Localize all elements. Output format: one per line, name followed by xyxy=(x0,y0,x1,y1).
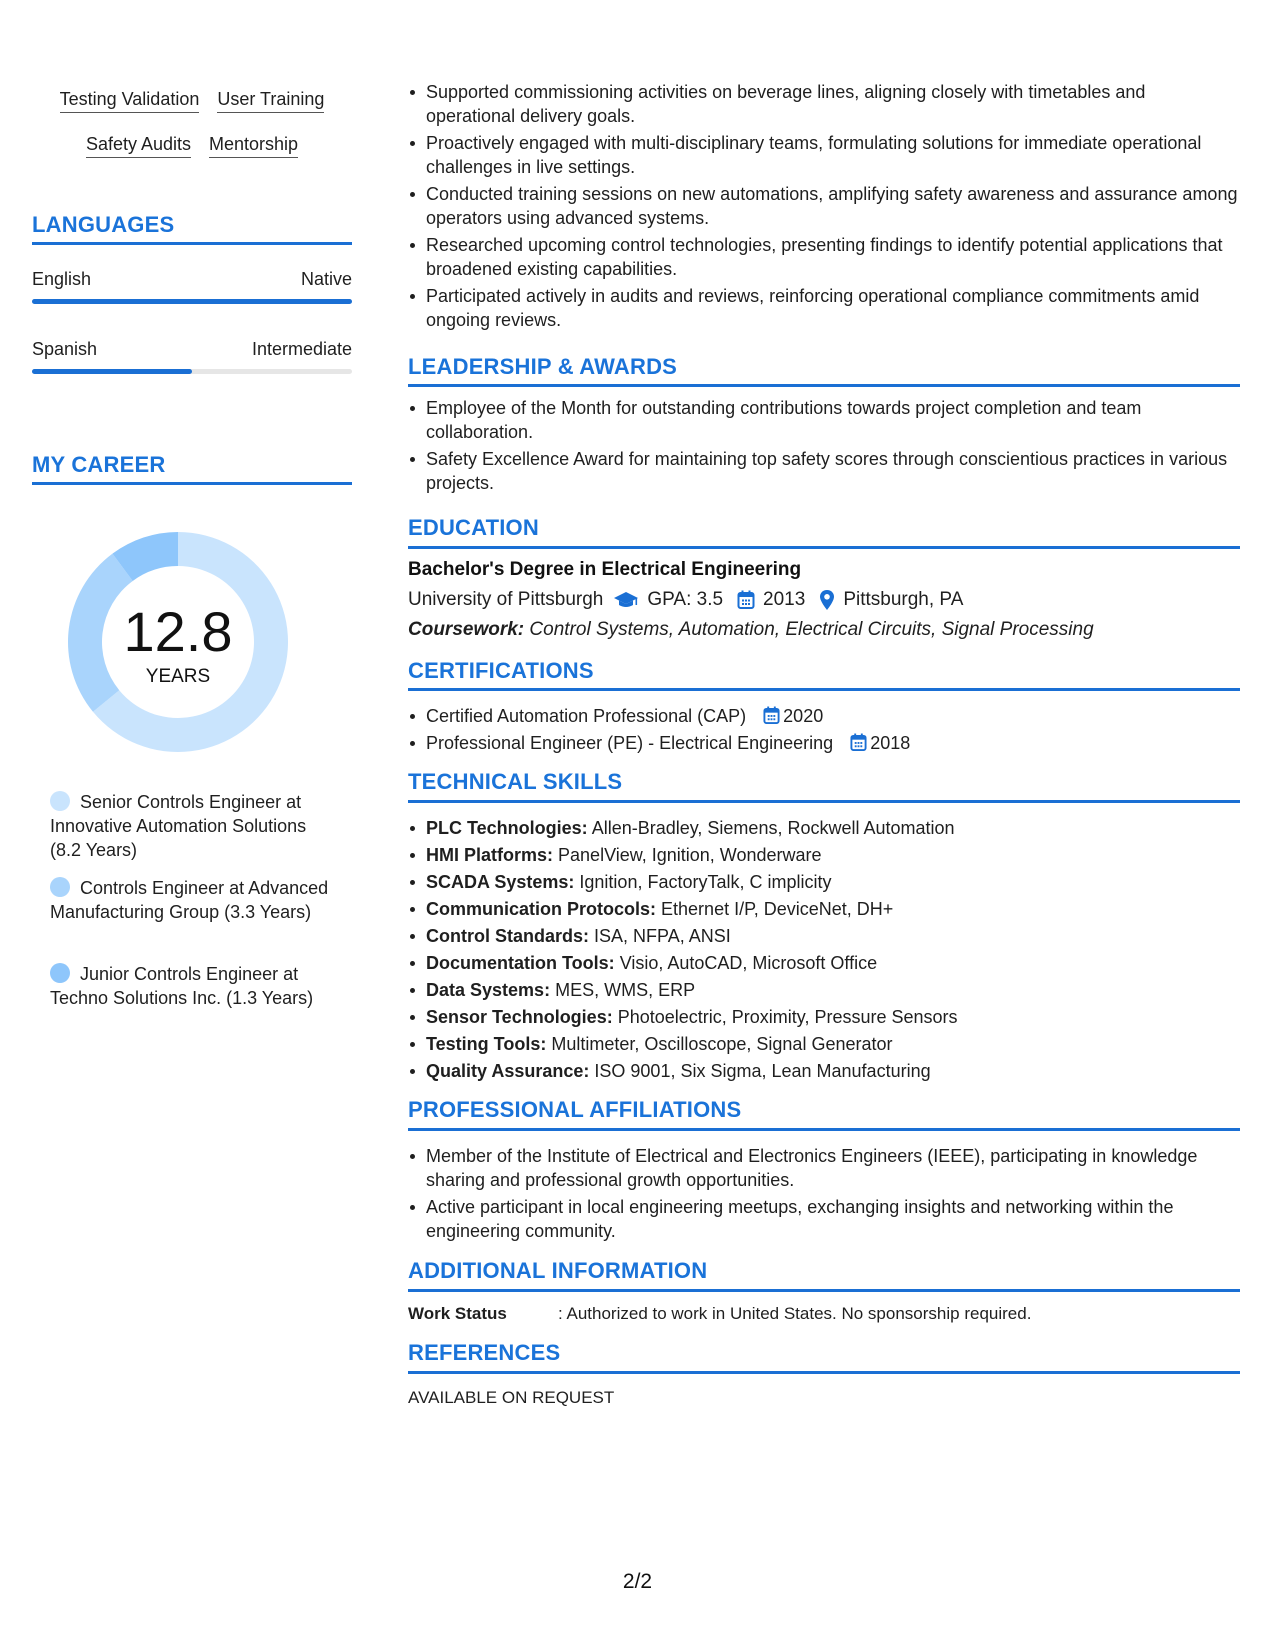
gpa: GPA: 3.5 xyxy=(647,589,724,610)
language-level: Native xyxy=(300,269,352,289)
skill-value: Allen-Bradley, Siemens, Rockwell Automation xyxy=(591,818,955,838)
education-meta xyxy=(408,588,963,612)
career-legend-item xyxy=(50,962,340,1010)
skill-value: MES, WMS, ERP xyxy=(555,980,696,1000)
language-proficiency-fill xyxy=(32,299,352,304)
list-item xyxy=(426,1032,1238,1056)
additional-info-heading: ADDITIONAL INFORMATION xyxy=(408,1258,708,1283)
skill-value: Photoelectric, Proximity, Pressure Sensors xyxy=(617,1007,958,1027)
section-divider xyxy=(408,1128,1240,1131)
skill-label: Sensor Technologies: xyxy=(426,1007,613,1027)
section-divider xyxy=(408,688,1240,691)
degree-title: Bachelor's Degree in Electrical Engineering xyxy=(408,559,802,580)
language-proficiency-fill xyxy=(32,369,192,374)
section-divider xyxy=(408,546,1240,549)
list-item: Participated actively in audits and reviews, reinforcing operational compliance commitments amid ongoing reviews. xyxy=(426,284,1238,332)
affiliations-heading: PROFESSIONAL AFFILIATIONS xyxy=(408,1097,742,1122)
affiliations-list xyxy=(408,1144,1238,1246)
calendar-icon xyxy=(737,590,755,610)
skill-label: SCADA Systems: xyxy=(426,872,575,892)
section-divider xyxy=(32,242,352,245)
skill-label: PLC Technologies: xyxy=(426,818,588,838)
certification-name: Professional Engineer (PE) - Electrical Engineering xyxy=(426,733,834,753)
graduation-cap-icon xyxy=(613,590,639,610)
skill-value: PanelView, Ignition, Wonderware xyxy=(558,845,822,865)
skill-tags-row-2 xyxy=(32,133,352,158)
calendar-icon xyxy=(763,706,780,725)
legend-dot xyxy=(50,877,70,897)
work-status-value: : Authorized to work in United States. No sponsorship required. xyxy=(558,1304,1032,1323)
list-item: Safety Excellence Award for maintaining top safety scores through conscientious practices in various projects. xyxy=(426,447,1238,495)
list-item xyxy=(426,978,1238,1002)
leadership-list xyxy=(408,396,1238,498)
section-divider xyxy=(408,800,1240,803)
list-item xyxy=(426,704,1238,728)
certification-year: 2020 xyxy=(783,706,824,726)
references-heading: REFERENCES xyxy=(408,1340,561,1365)
language-row-english xyxy=(32,268,352,290)
list-item xyxy=(426,731,1238,755)
career-role-text: Junior Controls Engineer at Techno Solutions Inc. (1.3 Years) xyxy=(50,964,314,1008)
calendar-icon xyxy=(850,733,867,752)
location-pin-icon xyxy=(819,589,835,611)
language-proficiency-bar xyxy=(32,369,352,374)
coursework-label: Coursework: xyxy=(408,619,525,640)
legend-dot xyxy=(50,791,70,811)
legend-dot xyxy=(50,963,70,983)
technical-skills-list xyxy=(408,816,1238,1086)
career-role-text: Controls Engineer at Advanced Manufacturing Group (3.3 Years) xyxy=(50,878,329,922)
skill-value: Multimeter, Oscilloscope, Signal Generator xyxy=(551,1034,893,1054)
education-heading: EDUCATION xyxy=(408,515,539,540)
list-item: Conducted training sessions on new automations, amplifying safety awareness and assurance among operators using advanced systems. xyxy=(426,184,1238,228)
skill-tag: Testing Validation xyxy=(60,88,200,113)
skill-tag: User Training xyxy=(217,88,324,113)
career-total-years: 12.8 xyxy=(123,600,233,663)
skill-label: Documentation Tools: xyxy=(426,953,615,973)
certifications-list xyxy=(408,704,1238,758)
career-role-text: Senior Controls Engineer at Innovative Automation Solutions (8.2 Years) xyxy=(50,792,307,860)
skill-tag: Mentorship xyxy=(209,133,298,158)
career-total-unit: YEARS xyxy=(145,666,211,687)
language-name: English xyxy=(32,269,92,289)
skill-label: Communication Protocols: xyxy=(426,899,657,919)
language-row-spanish xyxy=(32,338,352,360)
skill-value: ISO 9001, Six Sigma, Lean Manufacturing xyxy=(594,1061,931,1081)
skill-label: Data Systems: xyxy=(426,980,551,1000)
career-legend-item xyxy=(50,790,340,862)
skill-tag: Safety Audits xyxy=(86,133,191,158)
skill-tags-row-1 xyxy=(32,88,352,113)
graduation-year: 2013 xyxy=(763,589,806,610)
list-item xyxy=(426,951,1238,975)
coursework-value: Control Systems, Automation, Electrical Circuits, Signal Processing xyxy=(529,619,1094,640)
list-item xyxy=(426,924,1238,948)
skill-label: Testing Tools: xyxy=(426,1034,547,1054)
leadership-heading: LEADERSHIP & AWARDS xyxy=(408,354,678,379)
career-donut-chart xyxy=(66,530,290,754)
list-item xyxy=(426,897,1238,921)
section-divider xyxy=(32,482,352,485)
section-divider xyxy=(408,1371,1240,1374)
coursework xyxy=(408,618,1094,642)
skill-value: ISA, NFPA, ANSI xyxy=(594,926,731,946)
technical-skills-heading: TECHNICAL SKILLS xyxy=(408,769,623,794)
certification-name: Certified Automation Professional (CAP) xyxy=(426,706,747,726)
career-heading: MY CAREER xyxy=(32,452,166,477)
list-item xyxy=(426,1005,1238,1029)
page-number: 2/2 xyxy=(622,1570,653,1593)
skill-value: Ignition, FactoryTalk, C implicity xyxy=(579,872,832,892)
references-text: AVAILABLE ON REQUEST xyxy=(408,1388,615,1407)
skill-label: HMI Platforms: xyxy=(426,845,554,865)
skill-label: Control Standards: xyxy=(426,926,590,946)
list-item: Employee of the Month for outstanding contributions towards project completion and team collaboration. xyxy=(426,396,1238,444)
school-location: Pittsburgh, PA xyxy=(843,589,964,610)
language-proficiency-bar xyxy=(32,299,352,304)
experience-bullets xyxy=(408,80,1238,335)
skill-label: Quality Assurance: xyxy=(426,1061,590,1081)
school-name: University of Pittsburgh xyxy=(408,589,604,610)
section-divider xyxy=(408,384,1240,387)
language-name: Spanish xyxy=(32,339,98,359)
career-legend-item xyxy=(50,876,340,924)
list-item: Proactively engaged with multi-disciplinary teams, formulating solutions for immediate operational challenges in live settings. xyxy=(426,131,1238,179)
skill-value: Ethernet I/P, DeviceNet, DH+ xyxy=(661,899,894,919)
work-status-row xyxy=(408,1303,1031,1325)
section-divider xyxy=(408,1289,1240,1292)
list-item xyxy=(426,816,1238,840)
list-item: Researched upcoming control technologies, presenting findings to identify potential applications that broadened existing capabilities. xyxy=(426,233,1238,281)
skill-value: Visio, AutoCAD, Microsoft Office xyxy=(619,953,878,973)
list-item xyxy=(426,1059,1238,1083)
languages-heading: LANGUAGES xyxy=(32,212,175,237)
list-item: Supported commissioning activities on beverage lines, aligning closely with timetables and operational delivery goals. xyxy=(426,80,1238,128)
work-status-label: Work Status xyxy=(408,1304,507,1323)
list-item: Member of the Institute of Electrical and Electronics Engineers (IEEE), participating in knowledge sharing and professional growth opportunities. xyxy=(426,1144,1238,1192)
list-item xyxy=(426,843,1238,867)
certification-year: 2018 xyxy=(870,733,911,753)
list-item: Active participant in local engineering meetups, exchanging insights and networking within the engineering community. xyxy=(426,1195,1238,1243)
language-level: Intermediate xyxy=(251,339,352,359)
certifications-heading: CERTIFICATIONS xyxy=(408,658,594,683)
list-item xyxy=(426,870,1238,894)
